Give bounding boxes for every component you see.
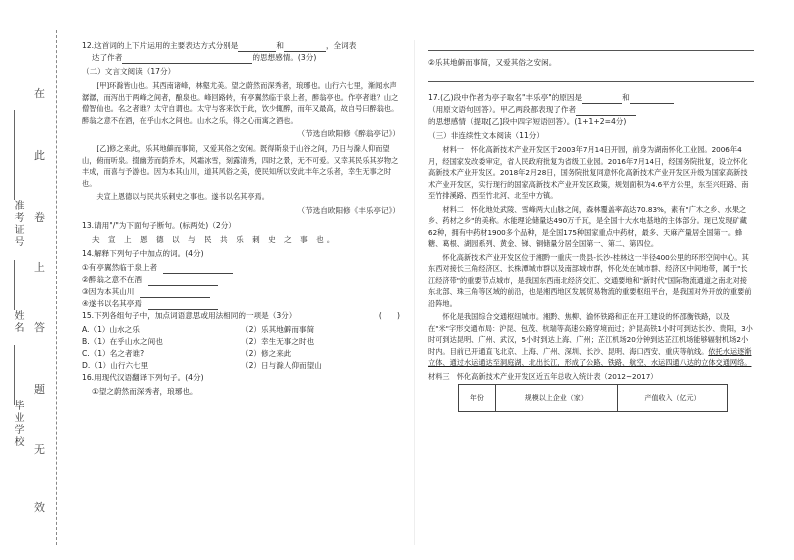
q12-tail: ，全词表 — [325, 41, 357, 50]
q13-sentence[interactable]: 夫 宣 上 恩 德 以 与 民 共 乐 刺 史 之 事 也。 — [92, 234, 338, 244]
q17-and: 和 — [622, 93, 630, 102]
q17-blank-3[interactable] — [576, 107, 636, 116]
q14-row — [82, 286, 400, 298]
q15-option-c[interactable] — [82, 348, 400, 360]
q15-d-1: D.（1）山行六七里 — [82, 360, 149, 370]
q17-blank-1[interactable] — [582, 95, 622, 104]
school-line — [14, 345, 15, 405]
q17-text-a: 17.(乙)段中作者为亭子取名"丰乐亭"的原因是 — [428, 93, 583, 102]
column-divider — [414, 40, 415, 545]
seal-char: 卷 — [34, 211, 45, 224]
q14-item-text: ②醉翁之意不在酒 — [82, 274, 142, 284]
seal-char: 答 — [34, 321, 45, 334]
question-17 — [428, 92, 754, 128]
q15-b-1: B.（1）在乎山水之间也 — [82, 336, 163, 346]
income-table — [458, 384, 728, 412]
q16-item-2: ②乐其地僻而事简，又爱其俗之安闲。 — [428, 58, 557, 67]
answer-line[interactable] — [428, 40, 754, 51]
q15-d-2: （2）日与滁人仰而望山 — [241, 360, 322, 370]
seal-char: 上 — [34, 261, 45, 274]
seal-char: 效 — [34, 501, 45, 514]
q15-c-2: （2）修之来此 — [241, 348, 292, 358]
exam-id-label: 准考证号 — [12, 200, 23, 248]
q12-blank-3[interactable] — [122, 55, 252, 64]
name-line — [14, 260, 15, 310]
q14-answer-blank[interactable] — [148, 301, 218, 310]
answer-line[interactable] — [428, 71, 754, 82]
q12-and: 和 — [276, 41, 284, 50]
q17-blank-2[interactable] — [630, 95, 674, 104]
passage-yi: [乙]修之来此，乐其地僻而事简，又爱其俗之安闲。既得斯泉于山谷之间，乃日与滁人仰而望山，俯而听泉。掇幽芳而荫乔木，风霜冰雪，刻露清秀，四时之景，无不可爱。又幸其民乐其岁物之丰成，而喜与予游也。因为本其山川，道其风俗之美，使民知所以安此丰年之乐者，幸生无事之时也。 — [82, 144, 399, 188]
passage-yi-source: （节选自欧阳修《丰乐亭记》） — [297, 205, 400, 215]
binding-dash-line — [56, 30, 57, 545]
q14-answer-blank[interactable] — [148, 277, 218, 286]
right-column — [428, 40, 754, 412]
q14-item — [82, 286, 400, 298]
passage-jia: [甲]环滁皆山也。其西南诸峰，林壑尤美。望之蔚然而深秀者，琅琊也。山行六七里，渐闻水声潺潺，而泻出于两峰之间者，酿泉也。峰回路转，有亭翼然临于泉上者，醉翁亭也。作亭者谁？山之僧智仙也。名之者谁？太守自谓也。太守与客来饮于此，饮少辄醉，而年又最高，故自号曰醉翁也。醉翁之意不在酒，在乎山水之间也。山水之乐，得之心而寓之酒也。 — [82, 81, 399, 125]
seal-char: 在 — [34, 87, 45, 100]
material-1: 材料一 怀化高新技术产业开发区于2003年7月14日开园，前身为湖南怀化工业园。2006年4月，经国家发改委审定，省人民政府批复为省级工业园。2016年7月14日，经国务院批复，设立怀化高新技术产业开发区。2018年2月28日，国务院批复同意怀化高新技术产业开发区升级为国家高新技术产业开发区，实行现行的国家高新技术产业开发区政策，规划面积为4.6平方公里，东至兴旺路、南至竹排溪路、西至竹北河、北至中方镇。 — [428, 145, 749, 200]
material-2-location: 怀化高新技术产业开发区位于湘黔一重庆一贵县-长沙-桂林这一半径400公里的环形空间中心。其东西对接长三角经济区、长株潭城市群以及南部城市群，怀化处在城市群、经济区中间地带，属于"长江经济带"的重要节点城市，是我国东西南北经济交汇、交通要地和"新时代"国际物流通道之南北对接东北部、珠三角等区域的前沿，也是湘西地区发展贸易物流的重要枢纽平台，是我国对外开放的重要前沿阵地。 — [428, 252, 752, 308]
seal-char: 无 — [34, 443, 45, 456]
q14-item-text: ③因为本其山川 — [82, 286, 135, 296]
material-3-title: 材料三 怀化高新技术产业开发区近五年总收入统计表（2012~2017） — [428, 371, 658, 381]
q15-text: 15.下列各组句子中，加点词语意思或用法相同的一项是（3分） — [82, 310, 297, 320]
q14-row — [82, 262, 400, 274]
transport-text: 怀化是我国综合交通枢纽城市。湘黔、焦柳、渝怀铁路和正在开工建设的怀邵衡铁路，以及在"米"字形交通布局：沪昆、包茂、杭瑞等高速公路穿境而过；沪昆高铁1小时可到达长沙、贵阳，3小时可到达昆明、广州、武汉，5小时到达上海、广州；芷江机场20分钟到达芷江机场能够辐射机场2小时内。目前已开通直飞北京、上海、广州、深圳、长沙、昆明、海口西安、重庆等航线。 — [428, 312, 753, 356]
q12-blank-2[interactable] — [284, 43, 326, 52]
q12-end: 的思想感情。(3分) — [252, 53, 317, 62]
section-3-heading: （三）非连续性文本阅读（11分） — [428, 131, 544, 140]
q15-b-2: （2）幸生无事之时也 — [241, 336, 315, 346]
binding-margin — [0, 0, 72, 560]
q14-item — [82, 298, 400, 310]
q17-text-b: （用原文语句回答）。甲乙两段都表现了作者 — [428, 105, 577, 114]
q14-item-text: ①有亭翼然临于泉上者 — [82, 262, 158, 272]
question-15 — [82, 310, 400, 322]
table-header: 产值收入（亿元） — [617, 385, 727, 412]
question-12 — [82, 40, 400, 64]
q15-a-2: （2）乐其地僻而事简 — [241, 324, 315, 334]
q15-option-b[interactable] — [82, 336, 400, 348]
q14-item-text: ④遂书以名其亭焉 — [82, 298, 142, 308]
q14-row — [82, 274, 400, 286]
material-2-transport — [428, 311, 754, 369]
table-header: 规模以上企业（家） — [495, 385, 617, 412]
q15-option-d[interactable] — [82, 360, 400, 372]
q15-answer-paren[interactable]: ( ) — [378, 310, 400, 320]
left-column — [82, 40, 400, 400]
seal-char: 题 — [34, 383, 45, 396]
passage-yi-end: 夫宣上恩德以与民共乐刺史之事也。遂书以名其亭焉。 — [96, 192, 269, 201]
q17-text-c: 的思想感情（提取[乙]段中四字短语回答）。(1+1+2=4分) — [428, 117, 627, 126]
q15-option-a[interactable] — [82, 324, 400, 336]
q14-answer-blank[interactable] — [140, 289, 210, 298]
q14-item — [82, 262, 400, 274]
q15-c-1: C.（1）名之者谁? — [82, 348, 145, 358]
q12-line2: 达了作者 — [92, 53, 123, 62]
q12-blank-1[interactable] — [238, 43, 276, 52]
q14-item — [82, 274, 400, 286]
question-16: 16.用现代汉语翻译下列句子。(4分) — [82, 372, 204, 382]
transport-underlined: 依托水运逐渐立体、通过水运通达至洞庭湖、北出长江，形成了公路、铁路、航空、水运四通八达的立体交通网络。 — [428, 346, 752, 367]
q15-a-1: A.（1）山水之乐 — [82, 324, 140, 334]
q16-item-1: ①望之蔚然而深秀者，琅琊也。 — [92, 386, 198, 396]
school-label: 毕业学校 — [12, 400, 23, 448]
q12-text: 12.这首词的上下片运用的主要表达方式分别是 — [82, 41, 239, 50]
exam-id-line — [14, 110, 15, 200]
material-2: 材料二 怀化地处武陵、雪峰两大山脉之间，森林覆盖率高达70.83%，素有"广木之乡、水果之乡、药材之乡"的美称。水能理论储量达490万千瓦，是全国十大水电基地的主体部分。现已发现矿藏62种，拥有中药材1900多个品种，是全国175种国家重点中药材，最多、天麻产量居全国第一。蜂糖、葛根、湖园系列、黄金、锑、铜储量分居全国第一、第二、第四位。 — [428, 204, 747, 248]
section-2-heading: （二）文言文阅读（17分） — [82, 67, 176, 76]
seal-char: 此 — [34, 149, 45, 162]
question-14: 14.解释下列句子中加点的词。(4分) — [82, 248, 204, 258]
q14-answer-blank[interactable] — [163, 265, 233, 274]
question-13: 13.请用"/"为下面句子断句。(标两处)（2分） — [82, 220, 236, 230]
q14-row — [82, 298, 400, 310]
table-header: 年份 — [459, 385, 496, 412]
name-label: 姓名 — [12, 310, 23, 334]
table-header-row — [459, 385, 728, 412]
passage-jia-source: （节选自欧阳修《醉翁亭记》） — [297, 129, 400, 138]
